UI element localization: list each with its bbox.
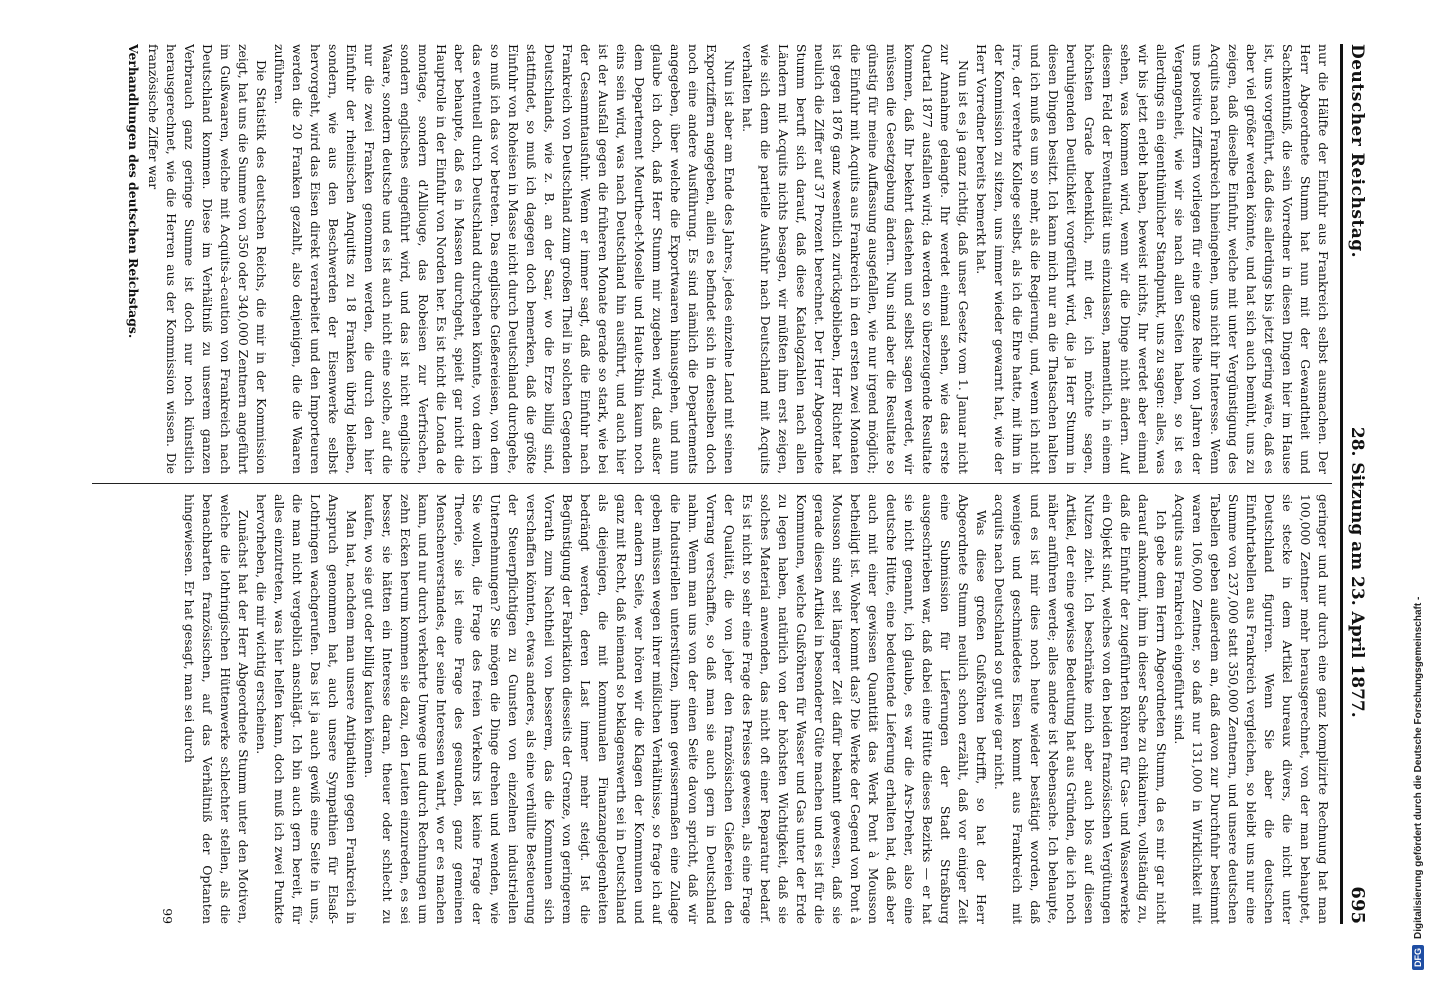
paragraph: Nun ist es ja ganz richtig, daß unser Gesetz vom 1. Januar nicht zur Annahme gelangte. Ihr werdet einmal sehen, wie das erste Quartal 1877 ausfallen wird; da werden so überzeugende Resultate kommen, daß Ihr bekehrt dastehen und selbst sagen werdet, wir müssen die Gesetzgebung ändern. Nun sind aber die Resultate so günstig für meine Auffassung ausgefallen, wie nur irgend möglich; die Einfuhr mit Acquits aus Frankreich in den ersten zwei Monaten ist gegen 1876 ganz wesentlich zurückgeblieben, Herr Richter hat neulich die Ziffer auf 37 Prozent berechnet. Der Herr Abgeordnete Stumm beruft sich darauf, daß diese Katalogzahlen nach allen Ländern mit Acquits nichts besagen, wir müßten ihm erst zeigen, wie sich denn die partielle Ausfuhr nach Deutschland mit Acquits verhalten hat. [740,44,971,474]
dfg-logo: DFG [1412,945,1424,970]
paragraph: nur die Hälfte der Einfuhr aus Frankreich selbst ausmachen. Der Herr Abgeordnete Stumm hat nun mit der Gewandtheit und Sachkenntniß, die sein Vorredner in diesen Dingen hier im Hause ist, uns vorgeführt, daß dies allerdings bis jetzt gering wäre, daß es aber viel größer werden könnte, und hat sich auch bemüht, uns zu zeigen, daß dieselbe Einfuhr, welche mit unter Vergünstigung des Acquits nach Frankreich hineingehen, uns nicht ihr Interesse. Wenn uns positive Ziffern vorliegen für eine ganze Reihe von Jahren der Vergangenheit, wie wir sie nach allen Seiten haben, so ist es allerdings ein eigenthümlicher Standpunkt, uns zu sagen: alles, was wir bis jetzt erlebt haben, beweist nichts, Ihr werdet aber einmal sehen, was kommen wird, wenn wir die Dinge nicht ändern. Auf diesem Feld der Eventualität uns einzulassen, namentlich, in einem höchsten Grade bedenklich, mit der, ich möchte sagen, beruhigenden Deutlichkeit vorgeführt wird, die ja Herr Stumm in diesen Dingen besitzt. Ich kann mich nur an die Thatsachen halten und ich muß es um so mehr, als die Regierung, und, wenn ich nicht irre, der verehrte Kollege selbst, als ich die Ehre hatte, mit ihm in der Kommission zu sitzen, uns immer wieder gewarnt hat, wie der Herr Vorredner bereits bemerkt hat. [974,44,1331,474]
running-title: Deutscher Reichstag. [1347,44,1367,259]
paragraph: geringer und nur durch eine ganz komplizirte Rechnung hat man 100,000 Zentner mehr herausgerechnet, von der man behauptet, sie stecke in dem Artikel bureaux divers, die nicht unter Deutschland figuriren. Wenn Sie aber die deutschen Einfuhrtabellen aus Frankreich vergleichen, so bleibt uns nur eine Summe von 237,000 statt 350,000 Zentnern, und unsere deutschen Tabellen geben außerdem an, daß davon zur Durchfuhr bestimmt waren 106,000 Zentner, so daß nur 131,000 in Wirklichkeit mit Acquits aus Frankreich eingeführt sind. [1172,494,1331,924]
column-divider [92,483,1332,484]
credit-text: Digitalisierung gefördert durch die Deutsche Forschungsgemeinschaft - [1412,596,1424,939]
paragraph: Ich gebe dem Herrn Abgeordneten Stumm, da es mir gar nicht darauf ankommt, ihm in dieser Sache zu chikaniren, vollständig zu, daß die Einfuhr der zugeführten Röhren für Gas- und Wasserwerke ein Objekt sind, welches von den beiden französischen Vergütungen Nutzen zieht. Ich beschränke mich aber auch blos auf diesen Artikel, der eine gewisse Bedeutung hat aus Gründen, die ich noch näher anführen werde; alles andere ist Nebensache. Ich behaupte, und es ist mir dies noch heute wieder bestätigt worden, daß weniges und geschmiedetes Eisen kommt aus Frankreich mit acquits nach Deutschland so gut wie gar nicht. [992,494,1169,924]
page-number: 695 [1347,886,1368,924]
paragraph: Nun ist aber am Ende des Jahres, jedes einzelne Land mit seinen Exportziffern angegeben, allein es befindet sich in denselben doch noch eine andere Ausführung. Es sind nämlich die Departements angegeben, über welche die Exportwaaren hinausgehen, und nun glaube ich doch, daß Herr Stumm mir zugeben wird, daß außer dem Departement Meurthe-et-Moselle und Haute-Rhin kaum noch eins sein wird, was nach Deutschland hin ausführt, und auch hier ist der Ausfall gegen die früheren Monate gerade so stark, wie bei der Gesammtausfuhr. Wenn er immer sagt, daß die Einfuhr nach Frankreich von Deutschland zum großen Theil in solchen Gegenden Deutschlands, wie z. B. an der Saar, wo die Erze billig sind, stattfindet, so muß ich dagegen doch bemerken, daß die größte Einfuhr von Roheisen in Masse nicht durch Deutschland durchgehe, so muß ich das vor betreten. Das englische Gießereieisen, von dem das eventuell durch Deutschland durchgehen könnte, von dem ich aber behaupte, daß es in Massen durchgeht, spielt gar nicht die Hauptrolle in der Einfuhr von Norden her. Es ist nicht die Londa de montage, sondern d'Alliouge, das Robeisen zur Verfrischen, sondern englisches eingeführt wird, und das ist nicht englische Waare, sondern deutsche und es ist auch nicht eine solche, auf die nur die zwei Franken genommen werden, die durch den hier Einfuhr der rheinischen Anquitts zu 18 Franken übrig bleiben, sondern, wie aus den Beschwerden der Eisenwerke selbst hervorgeht, wird das Eisen direkt verarbeitet und den Importeuren werden die 20 Franken gezahlt, also denjenigen, die die Waaren zuführen. [272,44,737,474]
session-date: 28. Sitzung am 23. April 1877. [1347,426,1367,718]
paragraph: Die Statistik des deutschen Reichs, die mir in der Kommission zeigt, hat uns die Summe von 350 oder 340,000 Zentnern angeführt im Gußwaaren, welche mit Acquits-à-caution von Frankreich nach Deutschland kommen. Diese im Verhältniß zu unserem ganzen Verbrauch ganz geringe Summe ist doch nur noch künstlich herausgerechnet, wie die Herren aus der Kommission wissen. Die französische Ziffer war [146,44,269,474]
publication-footer-title: Verhandlungen des deutschen Reichstags. [126,44,141,339]
rotated-newspaper-page [42,26,1390,942]
sheet-signature-number: 99 [160,908,175,924]
paragraph: Man hat, nachdem man unsere Antipathien gegen Frankreich in Anspruch genommen hat, auch unsere Sympathien für Elsaß-Lothringen wachgerufen. Das ist ja auch gewiß eine Seite in uns, die man nicht vergeblich anschlägt. Ich bin auch gern bereit, für alles einzutreten, was hier helfen kann, doch muß ich zwei Punkte hervorheben, die mir wichtig erscheinen. [254,494,359,924]
paragraph: Was diese großen Gußröhren betrifft, so hat der Herr Abgeordnete Stumm neulich schon erzählt, daß vor einiger Zeit eine Submission für Lieferungen der Stadt Straßburg ausgeschrieben war, daß dabei eine Hütte dieses Bezirks — er hat sie nicht genannt, ich glaube, es war die Ars-Dreher, also eine deutsche Hütte, eine bedeutende Lieferung erhalten hat, daß aber auch mit einer gewissen Quantität das Werk Pont à Mousson betheiligt ist. Woher kommt das? Die Werke der Gegend von Pont à Mousson sind seit längerer Zeit dafür bekannt gewesen, daß sie gerade diesen Artikel in besonderer Güte machen und es ist für die Kommunen, welche Gußröhren für Wasser und Gas unter der Erde zu legen haben, natürlich von der höchsten Wichtigkeit, daß sie solches Material anwenden, das nicht oft einer Reparatur bedarf. Es ist nicht so sehr eine Frage des Preises gewesen, als eine Frage der Qualität, die von jeher den französischen Gießereien den Vorrang verschaffte, so daß man sie auch gern in Deutschland nahm. Wenn man uns von der einen Seite davon spricht, daß wir die Industriellen unterstützen, ihnen gewissermaßen eine Zulage geben müssen wegen ihrer mißlichen Verhältnisse, so frage ich auf der andern Seite, wer hören wir die Klagen der Kommunen und ganz mit Recht, daß niemand so beklagenswerth sei in Deutschland als diejenigen, die mit kommunalen Finanzangelegenheiten bedrängt werden, deren Last immer mehr steigt. Ist die Begünstigung der Fabrikation diesseits der Grenze, von geringerem Vorrath zum Nachtheil von besserem, das die Kommunen sich verschaffen könnten, etwas anderes, als eine verhüllte Besteuerung der Steuerpflichtigen zu Gunsten von einzelnen industriellen Unternehmungen? Sie mögen die Dinge drehen und wenden, wie Sie wollen, die Frage des freien Verkehrs ist keine Frage der Theorie, sie ist eine Frage des gesunden, ganz gemeinen Menschenverstandes, der seine Interessen wahrt, wo er es machen kann, und nur durch verkehrte Umwege und durch Rechnungen um zehn Ecken herum kommen sie dazu, den Leuten einzureden, es sei besser, sie hätten ein Interesse daran, theuer oder schlecht zu kaufen, wo sie gut oder billig kaufen können. [362,494,989,924]
digitization-credit [1412,10,1424,970]
digitization-credit-strip [1406,0,1432,1000]
right-text-column [52,494,1332,924]
paragraph: Zunächst hat der Herr Abgeordnete Stumm unter den Motiven, welche die lothringischen Hüttenwerke schlechter stellen, als die benachbarten französischen, auf das Verhältniß der Optanten hingewiesen. Er hat gesagt, man sei durch [182,494,251,924]
left-text-column [52,44,1332,474]
page-header [1340,44,1380,924]
